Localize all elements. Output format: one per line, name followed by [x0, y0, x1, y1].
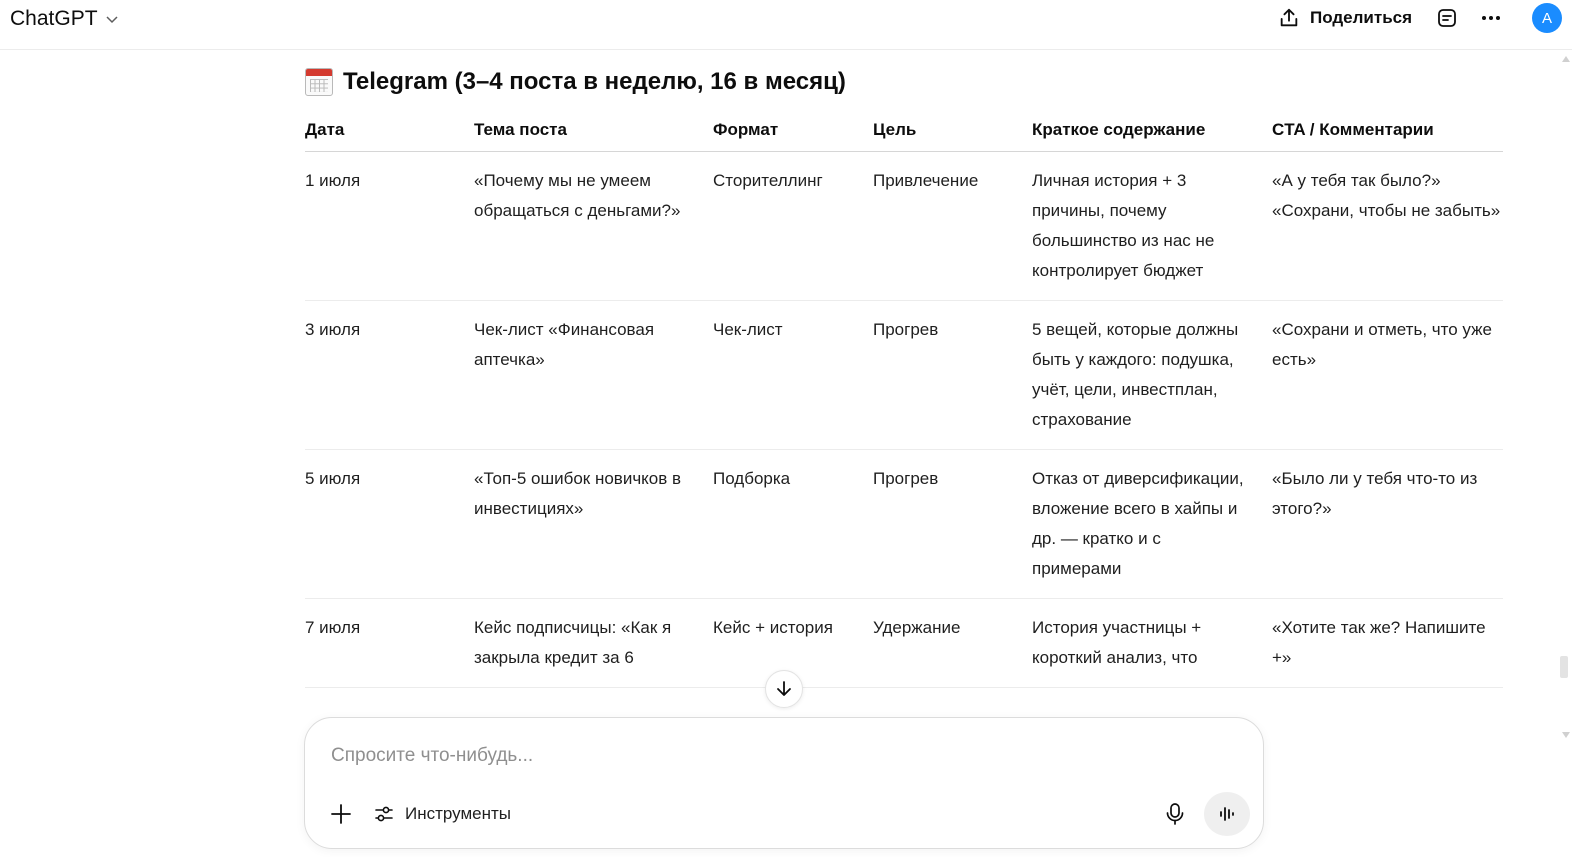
- table-cell: Привлечение: [873, 151, 1032, 300]
- table-cell: 3 июля: [305, 300, 474, 449]
- table-cell: 5 вещей, которые должны быть у каждого: подушка, учёт, цели, инвестплан, страхование: [1032, 300, 1272, 449]
- column-header: Тема поста: [474, 109, 713, 151]
- table-cell: Подборка: [713, 449, 873, 598]
- tools-button[interactable]: [373, 800, 511, 828]
- microphone-icon: [1164, 802, 1186, 826]
- table-cell: «Сохрани и отметь, что уже есть»: [1272, 300, 1503, 449]
- tools-label: Инструменты: [405, 804, 512, 823]
- scrollbar-thumb[interactable]: [1560, 656, 1568, 678]
- column-header: Краткое содержание: [1032, 109, 1272, 151]
- table-cell: Прогрев: [873, 449, 1032, 598]
- column-header: Формат: [713, 109, 873, 151]
- model-name: ChatGPT: [10, 7, 98, 30]
- table-cell: Кейс + история: [713, 598, 873, 687]
- table-header-row: [305, 109, 1503, 151]
- table-cell: «Было ли у тебя что-то из этого?»: [1272, 449, 1503, 598]
- canvas-button[interactable]: [1434, 5, 1460, 31]
- share-label: Поделиться: [1310, 8, 1413, 27]
- content-plan-table: [305, 109, 1503, 688]
- arrow-down-icon: [774, 679, 794, 699]
- table-cell: «Хотите так же? Напишите +»: [1272, 598, 1503, 687]
- plus-icon: [330, 803, 352, 825]
- table-row: [305, 598, 1503, 687]
- table-cell: Сторителлинг: [713, 151, 873, 300]
- table-cell: Кейс подписчицы: «Как я закрыла кредит за 6: [474, 598, 713, 687]
- column-header: Цель: [873, 109, 1032, 151]
- table-cell: Удержание: [873, 598, 1032, 687]
- table-cell: Прогрев: [873, 300, 1032, 449]
- scroll-to-bottom-button[interactable]: [765, 670, 803, 708]
- model-selector[interactable]: [10, 6, 120, 32]
- document-icon: [1436, 7, 1458, 29]
- column-header: Дата: [305, 109, 474, 151]
- waveform-icon: [1216, 804, 1238, 824]
- table-cell: «А у тебя так было?» «Сохрани, чтобы не забыть»: [1272, 151, 1503, 300]
- table-cell: «Топ-5 ошибок новичков в инвестициях»: [474, 449, 713, 598]
- sliders-icon: [373, 803, 395, 825]
- section-heading: [305, 65, 846, 99]
- chevron-down-icon: [104, 11, 120, 27]
- table-cell: Отказ от диверсификации, вложение всего в хайпы и др. — кратко и с примерами: [1032, 449, 1272, 598]
- table-cell: Чек-лист: [713, 300, 873, 449]
- table-cell: «Почему мы не умеем обращаться с деньгами?»: [474, 151, 713, 300]
- message-composer: [304, 717, 1264, 849]
- table-cell: Чек-лист «Финансовая аптечка»: [474, 300, 713, 449]
- table-cell: Личная история + 3 причины, почему большинство из нас не контролирует бюджет: [1032, 151, 1272, 300]
- table-row: [305, 300, 1503, 449]
- user-avatar[interactable]: [1532, 3, 1562, 33]
- voice-mode-button[interactable]: [1204, 792, 1250, 836]
- dictate-button[interactable]: [1161, 800, 1189, 828]
- table-row: [305, 449, 1503, 598]
- more-dots-icon: [1480, 7, 1502, 29]
- table-cell: 5 июля: [305, 449, 474, 598]
- scrollbar-up-arrow[interactable]: [1562, 56, 1570, 62]
- scrollbar-down-arrow[interactable]: [1562, 732, 1570, 738]
- avatar-letter: A: [1541, 9, 1552, 27]
- table-cell: История участницы + короткий анализ, что: [1032, 598, 1272, 687]
- add-attachment-button[interactable]: [327, 800, 355, 828]
- prompt-input[interactable]: [331, 740, 1231, 772]
- calendar-icon: [305, 68, 333, 96]
- table-cell: 7 июля: [305, 598, 474, 687]
- table-cell: 1 июля: [305, 151, 474, 300]
- top-bar: [0, 0, 1572, 50]
- more-options-button[interactable]: [1478, 5, 1504, 31]
- share-icon: [1278, 7, 1300, 29]
- table-row: [305, 151, 1503, 300]
- section-heading-text: Telegram (3–4 поста в неделю, 16 в месяц): [343, 68, 846, 95]
- column-header: CTA / Комментарии: [1272, 109, 1503, 151]
- share-button[interactable]: [1278, 4, 1412, 32]
